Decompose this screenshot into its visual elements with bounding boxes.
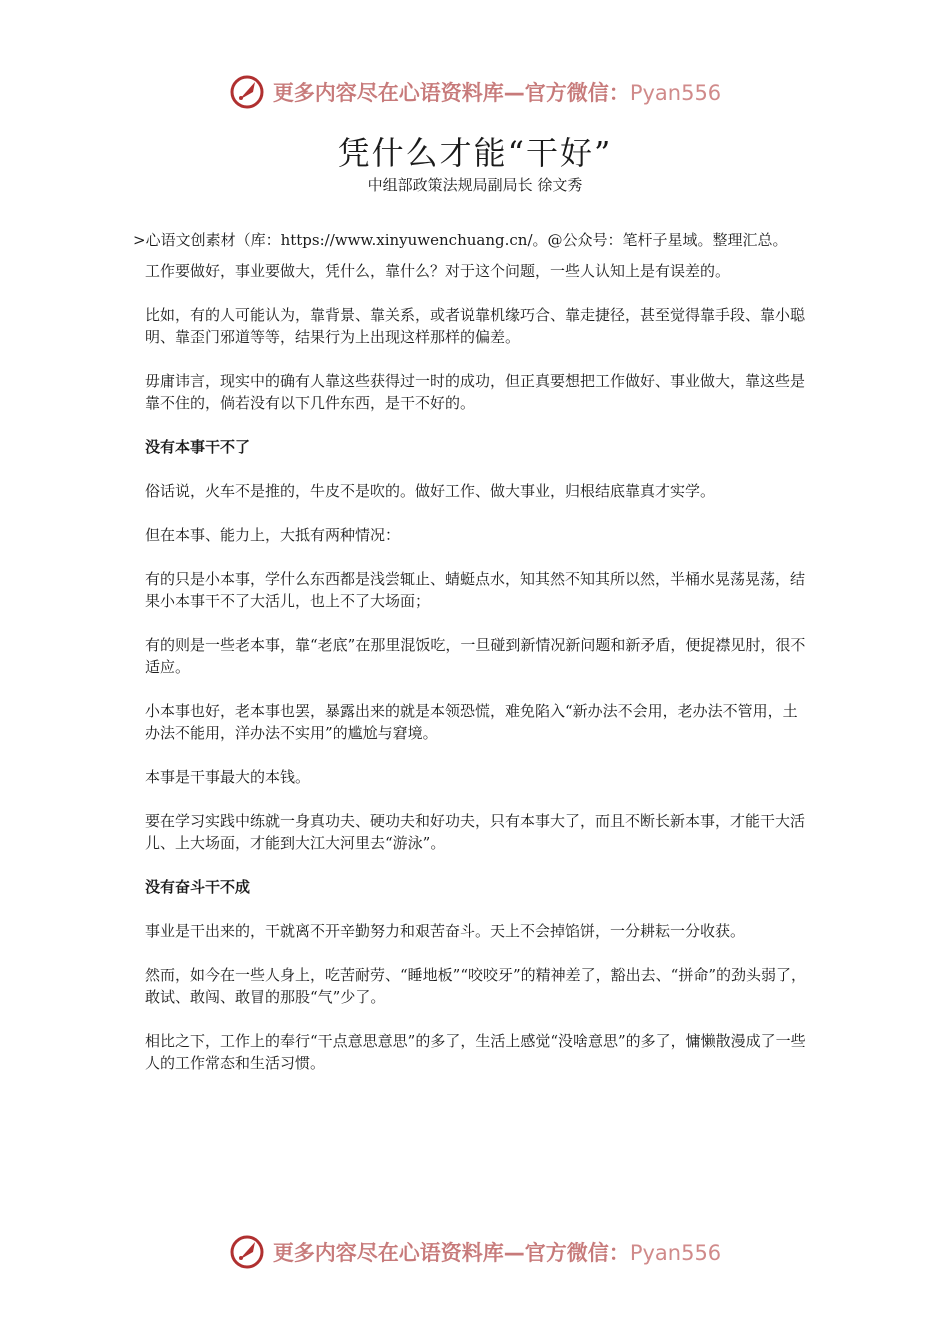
watermark-banner-bottom [0,1230,950,1274]
body-paragraph: 工作要做好，事业要做大，凭什么，靠什么？对于这个问题，一些人认知上是有误差的。 [145,262,731,280]
watermark-text: 更多内容尽在心语资料库—官方微信：Pyan556 [272,1241,722,1265]
body-paragraph: 俗话说，火车不是推的，牛皮不是吹的。做好工作、做大事业，归根结底靠真才实学。 [145,482,716,500]
body-paragraph: 有的则是一些老本事，靠“老底”在那里混饭吃，一旦碰到新情况新问题和新矛盾，便捉襟见肘，很不适应。 [145,636,806,676]
watermark-text: 更多内容尽在心语资料库—官方微信：Pyan556 [272,81,722,105]
article-author: 中组部政策法规局副局长 徐文秀 [367,176,583,194]
watermark-handle: Pyan556 [629,1241,722,1265]
watermark-handle: Pyan556 [629,81,722,105]
article-title: 凭什么才能“干好” [337,134,613,172]
source-note: >心语文创素材（库：https://www.xinyuwenchuang.cn/。@公众号：笔杆子星域。整理汇总。 [133,231,788,249]
body-paragraph: 相比之下，工作上的奉行“干点意思意思”的多了，生活上感觉“没啥意思”的多了，慵懒散漫成了一些人的工作常态和生活习惯。 [145,1032,806,1072]
body-paragraph: 小本事也好，老本事也罢，暴露出来的就是本领恐慌，难免陷入“新办法不会用，老办法不管用，土办法不能用，洋办法不实用”的尴尬与窘境。 [145,702,798,742]
body-paragraph: 本事是干事最大的本钱。 [145,768,311,786]
section-heading: 没有奋斗干不成 [145,878,251,896]
quill-logo-icon [229,1234,265,1270]
article-body [145,260,810,1096]
quill-logo-icon [229,74,265,110]
body-paragraph: 毋庸讳言，现实中的确有人靠这些获得过一时的成功，但正真要想把工作做好、事业做大，靠这些是靠不住的，倘若没有以下几件东西，是干不好的。 [145,372,806,412]
body-paragraph: 事业是干出来的，干就离不开辛勤努力和艰苦奋斗。天上不会掉馅饼，一分耕耘一分收获。 [145,922,746,940]
body-paragraph: 但在本事、能力上，大抵有两种情况： [145,526,401,544]
section-heading: 没有本事干不了 [145,438,251,456]
body-paragraph: 要在学习实践中练就一身真功夫、硬功夫和好功夫，只有本事大了，而且不断长新本事，才能干大活儿、上大场面，才能到大江大河里去“游泳”。 [145,812,806,852]
body-paragraph: 比如，有的人可能认为，靠背景、靠关系，或者说靠机缘巧合、靠走捷径，甚至觉得靠手段、靠小聪明、靠歪门邪道等等，结果行为上出现这样那样的偏差。 [145,306,806,346]
watermark-banner-top [0,70,950,114]
body-paragraph: 有的只是小本事，学什么东西都是浅尝辄止、蜻蜓点水，知其然不知其所以然，半桶水晃荡晃荡，结果小本事干不了大活儿，也上不了大场面； [145,570,806,610]
body-paragraph: 然而，如今在一些人身上，吃苦耐劳、“睡地板”“咬咬牙”的精神差了，豁出去、“拼命”的劲头弱了，敢试、敢闯、敢冒的那股“气”少了。 [145,966,807,1006]
